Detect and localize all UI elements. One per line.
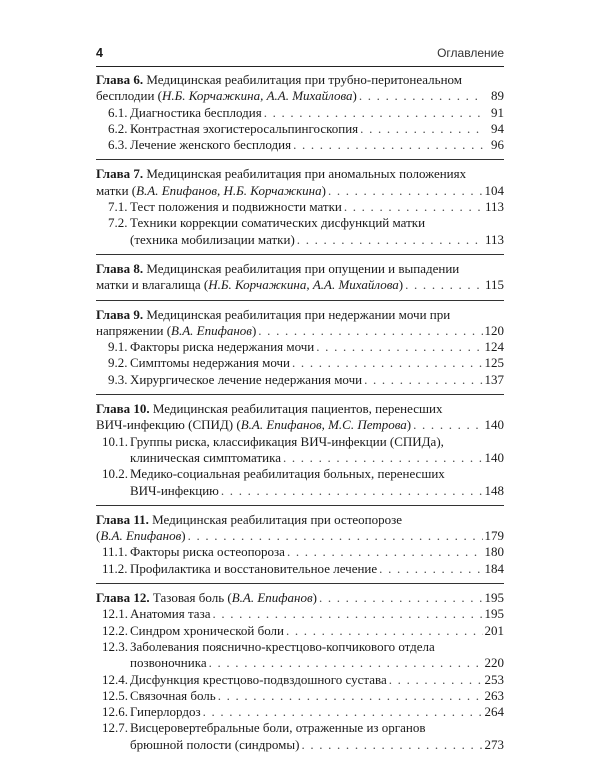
- chapter-12: [96, 590, 504, 759]
- section-10-2: [96, 466, 504, 482]
- section-number: 9.2.: [108, 355, 128, 371]
- chapter-title: (: [96, 528, 101, 544]
- chapter-authors: В.А. Епифанов, Н.Б. Корчажкина: [136, 182, 322, 198]
- section-9-2: [96, 355, 504, 371]
- leader-dots: [212, 606, 482, 622]
- chapter-title-tail: ): [181, 528, 186, 544]
- section-11-2: [96, 561, 504, 577]
- section-number: 11.2.: [102, 560, 128, 576]
- section-page: 91: [491, 104, 504, 120]
- chapter-title: ВИЧ-инфекцию (СПИД) (: [96, 417, 241, 433]
- section-title: Лечение женского бесплодия: [130, 137, 292, 153]
- chapter-title-line: [96, 183, 504, 199]
- section-number: 9.1.: [108, 339, 128, 355]
- section-7-2-continued: [96, 232, 504, 248]
- section-number: 11.1.: [102, 544, 128, 560]
- leader-dots: [293, 137, 484, 153]
- section-title: Дисфункция крестцово-подвздошного сустава: [130, 671, 387, 687]
- chapter-label: Глава 10.: [96, 401, 150, 417]
- leader-dots: [316, 339, 482, 355]
- section-10-1-continued: [96, 450, 504, 466]
- section-page: 125: [484, 355, 504, 371]
- leader-dots: [319, 590, 483, 606]
- chapter-title: Медицинская реабилитация при недержании мочи при: [146, 306, 451, 322]
- section-number: 12.7.: [102, 720, 128, 736]
- section-title: Техники коррекции соматических дисфункций матки: [130, 215, 426, 231]
- chapter-label: Глава 6.: [96, 72, 144, 87]
- section-title: (техника мобилизации матки): [130, 231, 295, 247]
- page-header: [96, 46, 504, 67]
- chapter-label: Глава 8.: [96, 260, 144, 276]
- section-title: Диагностика бесплодия: [130, 104, 262, 120]
- section-page: 264: [484, 704, 504, 720]
- section-title: Анатомия таза: [130, 606, 211, 622]
- chapter-title: Медицинская реабилитация при трубно-перитонеальном: [146, 72, 463, 87]
- section-title: Гиперлордоз: [130, 704, 201, 720]
- chapter-page: 115: [484, 277, 504, 293]
- section-10-1: [96, 434, 504, 450]
- section-12-3: [96, 639, 504, 655]
- chapter-title-tail: ): [406, 417, 412, 433]
- chapter-authors: Н.Б. Корчажкина, А.А. Михайлова: [208, 277, 399, 293]
- chapter-9: [96, 307, 504, 395]
- section-number: 12.2.: [102, 622, 128, 638]
- section-page: 94: [491, 120, 504, 136]
- section-title: Связочная боль: [130, 687, 216, 703]
- chapter-title: матки и влагалища (: [96, 277, 209, 293]
- chapter-authors: В.А. Епифанов: [100, 528, 182, 544]
- chapter-page: 104: [484, 182, 504, 198]
- section-6-1: [96, 105, 504, 121]
- section-title: Группы риска, классификация ВИЧ-инфекции (СПИДа),: [130, 433, 444, 449]
- leader-dots: [360, 121, 484, 137]
- chapter-title-line: [96, 512, 504, 528]
- section-title: Контрастная эхогистеросальпингоскопия: [130, 120, 359, 136]
- section-7-1: [96, 199, 504, 215]
- chapter-title-line: [96, 528, 504, 544]
- chapter-title-line: [96, 261, 504, 277]
- section-title: Заболевания пояснично-крестцово-копчикового отдела: [130, 638, 435, 654]
- chapter-title: Медицинская реабилитация при аномальных положениях: [146, 166, 467, 182]
- table-of-contents: [96, 72, 504, 765]
- section-title: позвоночника: [130, 655, 207, 671]
- section-9-1: [96, 339, 504, 355]
- section-page: 184: [484, 560, 504, 576]
- section-9-3: [96, 372, 504, 388]
- leader-dots: [297, 232, 483, 248]
- leader-dots: [301, 737, 482, 753]
- section-page: 113: [484, 231, 504, 247]
- section-page: 263: [484, 687, 504, 703]
- section-number: 6.3.: [108, 137, 128, 153]
- chapter-title-tail: ): [398, 277, 404, 293]
- leader-dots: [203, 704, 483, 720]
- chapter-title: Медицинская реабилитация при остеопорозе: [152, 511, 403, 527]
- section-6-3: [96, 137, 504, 153]
- chapter-11: [96, 512, 504, 584]
- section-title: Профилактика и восстановительное лечение: [130, 560, 378, 576]
- leader-dots: [264, 105, 484, 121]
- section-number: 6.1.: [108, 104, 128, 120]
- section-page: 137: [484, 371, 504, 387]
- chapter-title-line: [96, 590, 504, 606]
- leader-dots: [188, 528, 483, 544]
- leader-dots: [221, 483, 483, 499]
- section-title: Факторы риска остеопороза: [130, 544, 285, 560]
- section-page: 273: [484, 736, 504, 752]
- chapter-6: [96, 72, 504, 160]
- leader-dots: [258, 323, 482, 339]
- leader-dots: [344, 199, 483, 215]
- leader-dots: [287, 544, 483, 560]
- section-6-2: [96, 121, 504, 137]
- section-7-2: [96, 215, 504, 231]
- section-12-2: [96, 623, 504, 639]
- chapter-title: Тазовая боль (: [152, 590, 232, 606]
- chapter-label: Глава 9.: [96, 306, 144, 322]
- section-number: 12.6.: [102, 704, 128, 720]
- chapter-title-line: [96, 307, 504, 323]
- section-12-6: [96, 704, 504, 720]
- chapter-title-tail: ): [321, 182, 326, 198]
- section-title: Медико-социальная реабилитация больных, перенесших: [130, 466, 445, 482]
- running-title: Оглавление: [437, 46, 504, 60]
- section-number: 12.5.: [102, 687, 128, 703]
- leader-dots: [359, 88, 484, 104]
- section-page: 148: [484, 482, 504, 498]
- leader-dots: [389, 672, 483, 688]
- chapter-title-tail: ): [312, 590, 317, 606]
- section-page: 96: [491, 137, 504, 153]
- section-number: 7.2.: [108, 215, 128, 231]
- section-title: Факторы риска недержания мочи: [130, 339, 315, 355]
- chapter-8: [96, 261, 504, 301]
- chapter-title-line: [96, 323, 504, 339]
- chapter-title: напряжении (: [96, 322, 172, 338]
- chapter-label: Глава 7.: [96, 166, 144, 182]
- page-number: 4: [96, 46, 103, 60]
- section-page: 140: [484, 449, 504, 465]
- chapter-label: Глава 11.: [96, 511, 149, 527]
- chapter-7: [96, 166, 504, 254]
- chapter-10: [96, 401, 504, 506]
- chapter-title-line: [96, 166, 504, 182]
- section-title: Синдром хронической боли: [130, 622, 284, 638]
- section-title: Тест положения и подвижности матки: [130, 199, 342, 215]
- leader-dots: [405, 277, 483, 293]
- chapter-page: 195: [484, 590, 504, 606]
- section-title: Хирургическое лечение недержания мочи: [130, 371, 363, 387]
- section-12-7-continued: [96, 737, 504, 753]
- section-12-7: [96, 720, 504, 736]
- chapter-page: 89: [491, 88, 504, 104]
- section-page: 113: [484, 199, 504, 215]
- section-number: 12.3.: [102, 638, 128, 654]
- leader-dots: [413, 417, 482, 433]
- section-12-1: [96, 606, 504, 622]
- section-number: 9.3.: [108, 371, 128, 387]
- section-title: Висцеровертебральные боли, отраженные из органов: [130, 720, 426, 736]
- section-number: 10.2.: [102, 466, 128, 482]
- leader-dots: [283, 450, 483, 466]
- chapter-title: Медицинская реабилитация при опущении и выпадении: [146, 260, 460, 276]
- chapter-title-line: [96, 417, 504, 433]
- chapter-title: матки (: [96, 182, 137, 198]
- chapter-title-tail: ): [352, 88, 357, 104]
- section-number: 7.1.: [108, 199, 128, 215]
- chapter-page: 179: [484, 528, 504, 544]
- section-title: ВИЧ-инфекцию: [130, 482, 219, 498]
- leader-dots: [328, 183, 483, 199]
- leader-dots: [286, 623, 483, 639]
- section-number: 6.2.: [108, 120, 128, 136]
- section-page: 195: [484, 606, 504, 622]
- section-11-1: [96, 544, 504, 560]
- section-page: 220: [484, 655, 504, 671]
- section-title: клиническая симптоматика: [130, 449, 281, 465]
- chapter-title: бесплодии (: [96, 88, 162, 104]
- section-12-3-continued: [96, 655, 504, 671]
- section-title: Симптомы недержания мочи: [130, 355, 291, 371]
- chapter-title-line: [96, 88, 504, 104]
- chapter-title-line: [96, 401, 504, 417]
- chapter-authors: В.А. Епифанов, М.С. Петрова: [240, 417, 407, 433]
- chapter-page: 120: [484, 322, 504, 338]
- section-page: 180: [484, 544, 504, 560]
- section-number: 12.4.: [102, 671, 128, 687]
- leader-dots: [218, 688, 483, 704]
- section-title: брюшной полости (синдромы): [130, 736, 300, 752]
- leader-dots: [379, 561, 482, 577]
- chapter-title-line: [96, 72, 504, 88]
- leader-dots: [209, 655, 483, 671]
- section-page: 253: [484, 671, 504, 687]
- section-12-4: [96, 672, 504, 688]
- chapter-authors: Н.Б. Корчажкина, А.А. Михайлова: [161, 88, 353, 104]
- chapter-title-tail: ): [251, 322, 257, 338]
- chapter-authors: В.А. Епифанов: [171, 322, 252, 338]
- chapter-title-line: [96, 277, 504, 293]
- chapter-authors: В.А. Епифанов: [231, 590, 313, 606]
- chapter-page: 140: [484, 417, 504, 433]
- section-number: 10.1.: [102, 433, 128, 449]
- section-page: 201: [484, 622, 504, 638]
- section-10-2-continued: [96, 483, 504, 499]
- section-page: 124: [484, 339, 504, 355]
- chapter-label: Глава 12.: [96, 590, 150, 606]
- section-12-5: [96, 688, 504, 704]
- chapter-title: Медицинская реабилитация пациентов, перенесших: [152, 401, 443, 417]
- leader-dots: [292, 355, 482, 371]
- leader-dots: [364, 372, 482, 388]
- section-number: 12.1.: [102, 606, 128, 622]
